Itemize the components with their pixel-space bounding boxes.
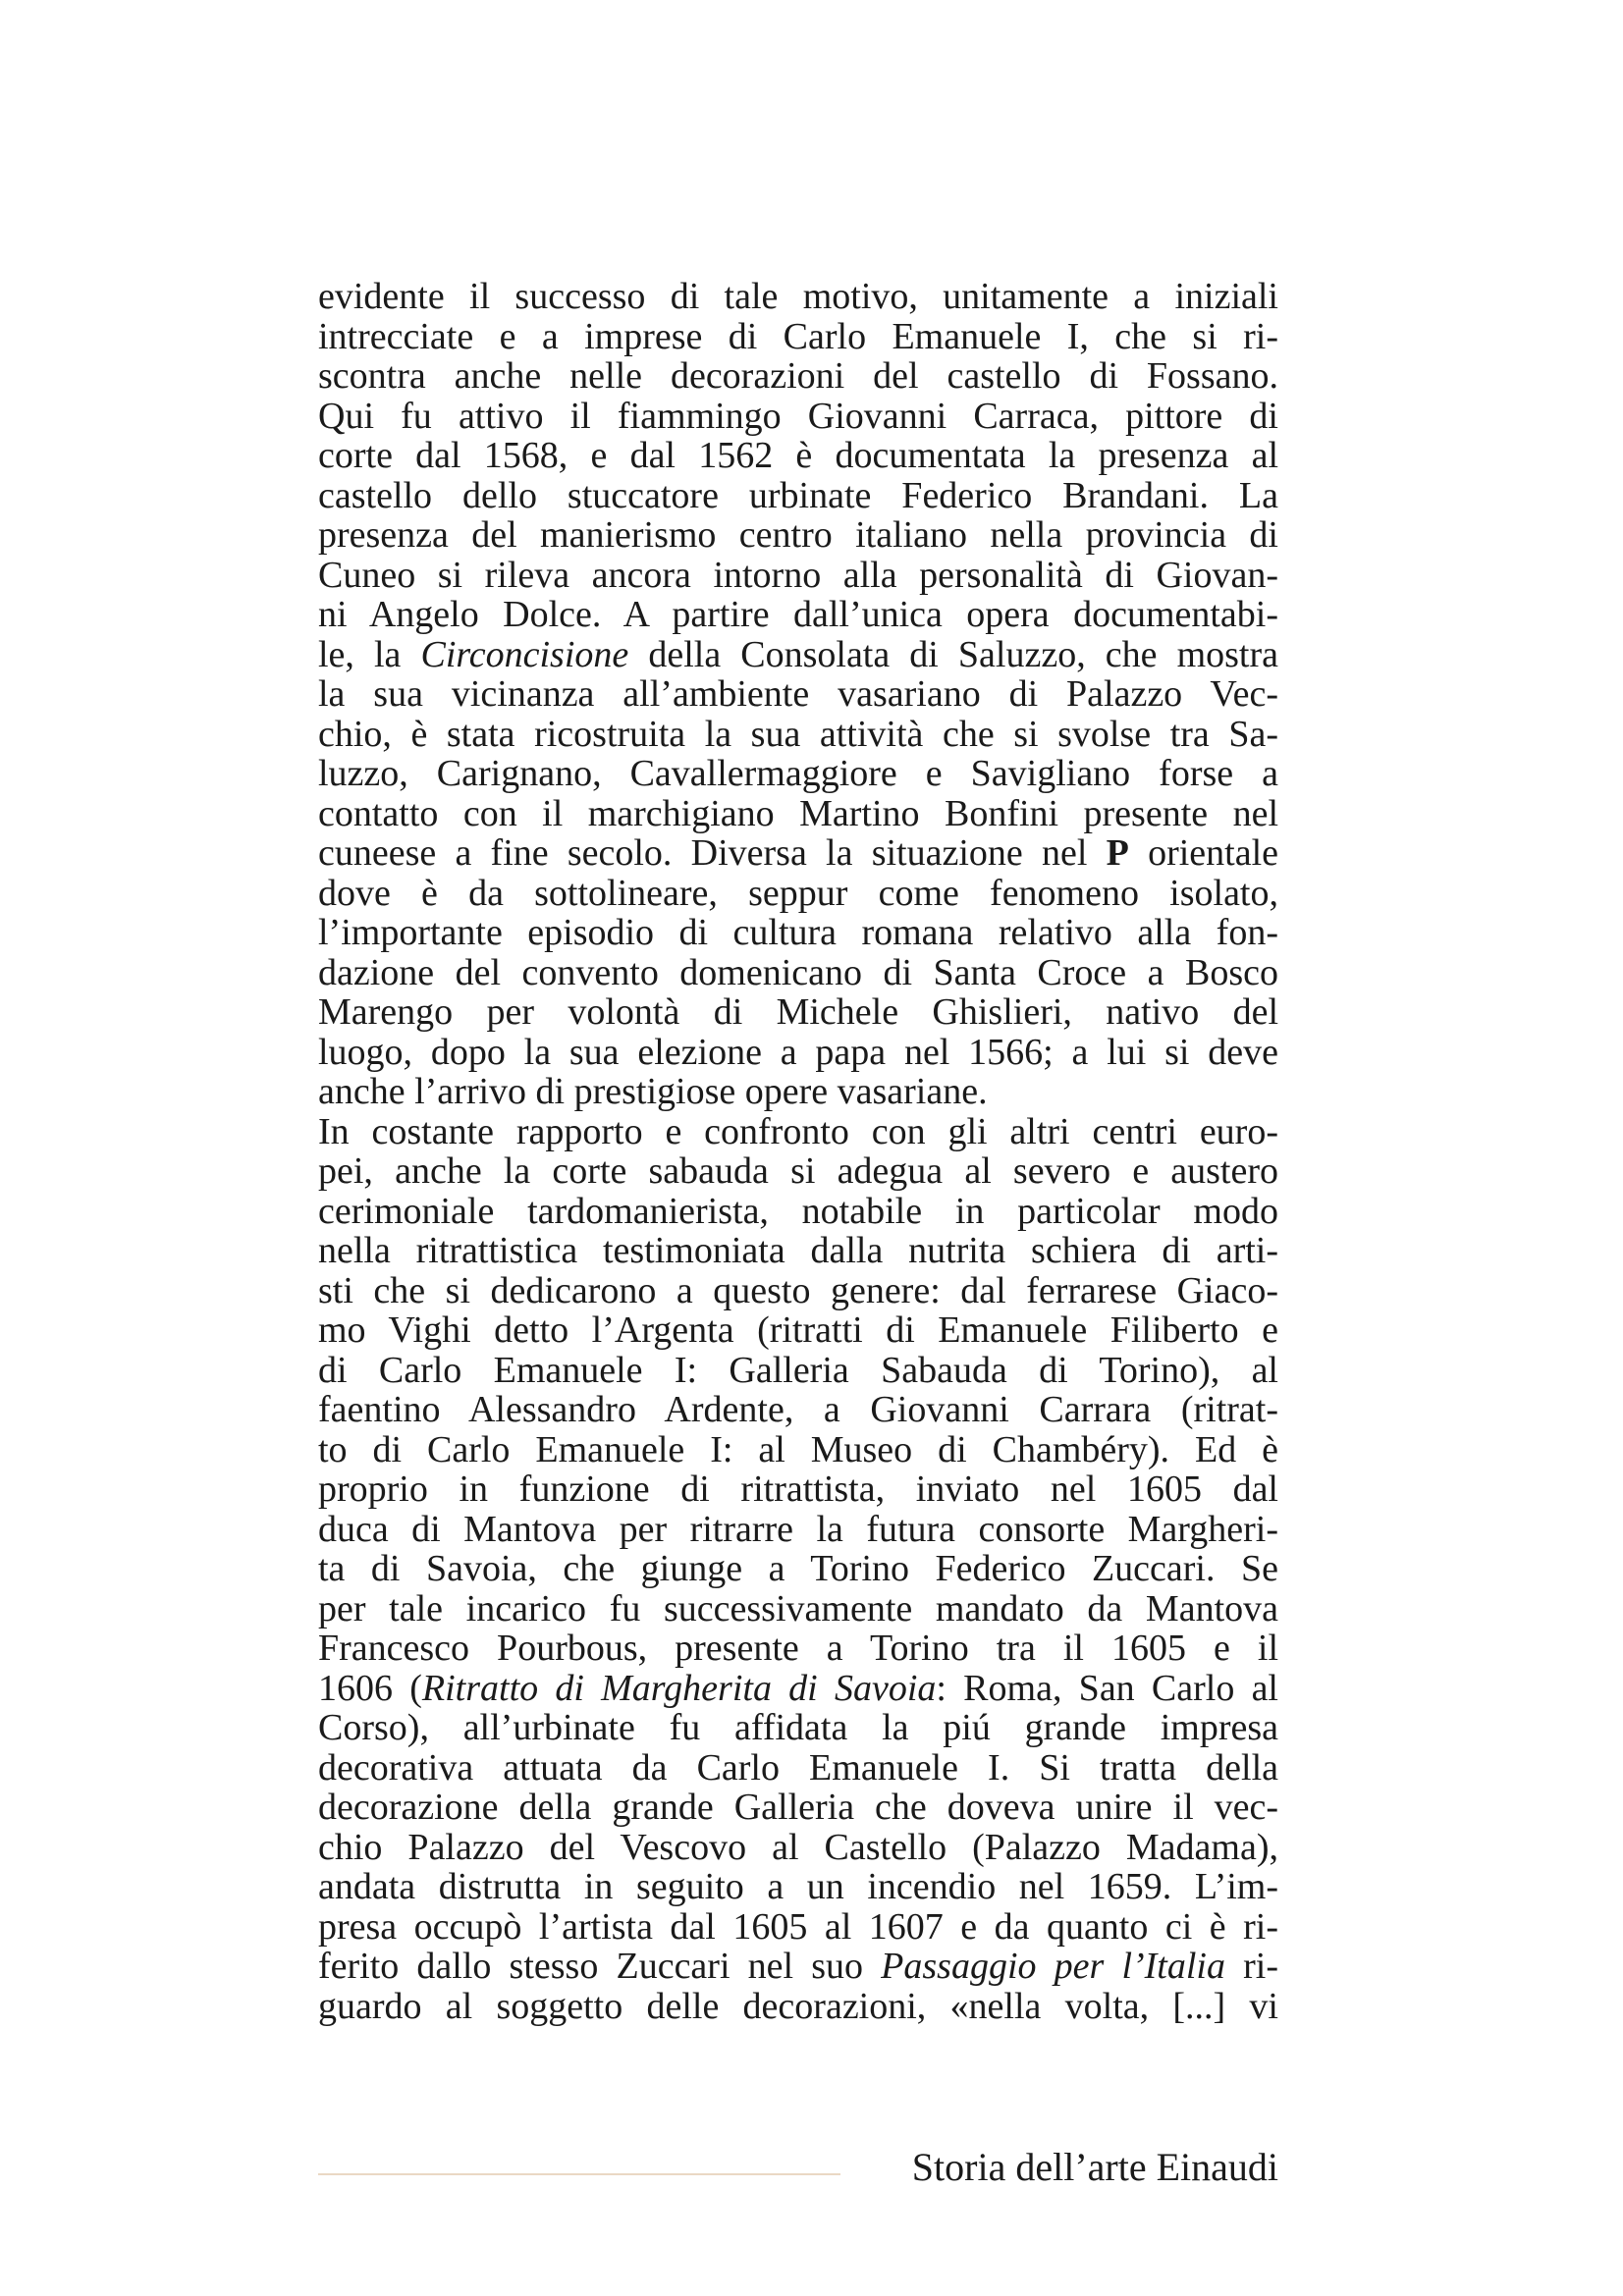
text-line: di Carlo Emanuele I: Galleria Sabauda di Torino), al bbox=[318, 1349, 1278, 1391]
title-ritratto-margherita: Ritratto di Margherita di Savoia bbox=[421, 1667, 937, 1709]
text-line: presenza del manierismo centro italiano nella provincia di bbox=[318, 514, 1278, 556]
text-line: la sua vicinanza all’ambiente vasariano di Palazzo Vec- bbox=[318, 673, 1278, 715]
text-line: guardo al soggetto delle decorazioni, «nella volta, [...] vi bbox=[318, 1985, 1278, 2027]
text-line: corte dal 1568, e dal 1562 è documentata la presenza al bbox=[318, 435, 1278, 476]
text-line: sti che si dedicarono a questo genere: dal ferrarese Giaco- bbox=[318, 1269, 1278, 1311]
text-line: chio, è stata ricostruita la sua attività che si svolse tra Sa- bbox=[318, 713, 1278, 755]
text-line: scontra anche nelle decorazioni del castello di Fossano. bbox=[318, 355, 1278, 397]
text-line: Qui fu attivo il fiammingo Giovanni Carraca, pittore di bbox=[318, 395, 1278, 437]
text-line: decorazione della grande Galleria che doveva unire il vec- bbox=[318, 1787, 1278, 1828]
text-line: ni Angelo Dolce. A partire dall’unica opera documentabi- bbox=[318, 594, 1278, 635]
text-line: Francesco Pourbous, presente a Torino tra il 1605 e il bbox=[318, 1628, 1278, 1669]
text-line: l’importante episodio di cultura romana relativo alla fon- bbox=[318, 912, 1278, 953]
text-line: proprio in funzione di ritrattista, inviato nel 1605 dal bbox=[318, 1468, 1278, 1510]
text-line: Corso), all’urbinate fu affidata la piú grande impresa bbox=[318, 1707, 1278, 1748]
footer-publication-title: Storia dell’arte Einaudi bbox=[911, 2145, 1278, 2189]
text-line: duca di Mantova per ritrarre la futura consorte Margheri- bbox=[318, 1508, 1278, 1550]
text-line: luzzo, Carignano, Cavallermaggiore e Savigliano forse a bbox=[318, 753, 1278, 794]
text-line: cuneese a fine secolo. Diversa la situazione nel P orientale bbox=[318, 832, 1278, 874]
text-line: dazione del convento domenicano di Santa Croce a Bosco bbox=[318, 951, 1278, 993]
text-line: to di Carlo Emanuele I: al Museo di Chambéry). Ed è bbox=[318, 1428, 1278, 1470]
text-line: pei, anche la corte sabauda si adegua al severo e austero bbox=[318, 1150, 1278, 1192]
text-line: evidente il successo di tale motivo, unitamente a iniziali bbox=[318, 276, 1278, 317]
title-circoncisione: Circoncisione bbox=[420, 633, 629, 675]
text-line: Marengo per volontà di Michele Ghislieri, nativo del bbox=[318, 991, 1278, 1033]
text-line: contatto con il marchigiano Martino Bonfini presente nel bbox=[318, 792, 1278, 834]
page-footer bbox=[318, 2138, 1278, 2197]
text-line-paragraph-end: anche l’arrivo di prestigiose opere vasariane. bbox=[318, 1071, 988, 1112]
text-line: per tale incarico fu successivamente mandato da Mantova bbox=[318, 1587, 1278, 1629]
title-passaggio-italia: Passaggio per l’Italia bbox=[881, 1946, 1225, 1987]
text-line: cerimoniale tardomanierista, notabile in particolar modo bbox=[318, 1190, 1278, 1232]
text-line: 1606 (Ritratto di Margherita di Savoia: Roma, San Carlo al bbox=[318, 1667, 1278, 1709]
text-line: In costante rapporto e confronto con gli altri centri euro- bbox=[318, 1110, 1278, 1152]
footer-rule bbox=[318, 2173, 840, 2175]
text-line: presa occupò l’artista dal 1605 al 1607 e da quanto ci è ri- bbox=[318, 1905, 1278, 1948]
text-line: intrecciate e a imprese di Carlo Emanuele I, che si ri- bbox=[318, 315, 1278, 357]
text-line: ta di Savoia, che giunge a Torino Federico Zuccari. Se bbox=[318, 1548, 1278, 1589]
text-line: ferito dallo stesso Zuccari nel suo Passaggio per l’Italia ri- bbox=[318, 1946, 1278, 1987]
text-line: le, la Circoncisione della Consolata di Saluzzo, che mostra bbox=[318, 633, 1278, 675]
text-line: mo Vighi detto l’Argenta (ritratti di Emanuele Filiberto e bbox=[318, 1309, 1278, 1351]
body-text bbox=[318, 277, 1278, 2026]
text-line: dove è da sottolineare, seppur come fenomeno isolato, bbox=[318, 872, 1278, 914]
text-line: faentino Alessandro Ardente, a Giovanni Carrara (ritrat- bbox=[318, 1389, 1278, 1430]
text-line: andata distrutta in seguito a un incendio nel 1659. L’im- bbox=[318, 1866, 1278, 1907]
bold-p-abbreviation: P bbox=[1106, 832, 1129, 874]
text-line: luogo, dopo la sua elezione a papa nel 1566; a lui si deve bbox=[318, 1031, 1278, 1073]
text-line: chio Palazzo del Vescovo al Castello (Palazzo Madama), bbox=[318, 1826, 1278, 1868]
text-line: decorativa attuata da Carlo Emanuele I. Si tratta della bbox=[318, 1746, 1278, 1789]
text-line: castello dello stuccatore urbinate Federico Brandani. La bbox=[318, 474, 1278, 516]
text-line: nella ritrattistica testimoniata dalla nutrita schiera di arti- bbox=[318, 1230, 1278, 1271]
text-line: Cuneo si rileva ancora intorno alla personalità di Giovan- bbox=[318, 554, 1278, 596]
